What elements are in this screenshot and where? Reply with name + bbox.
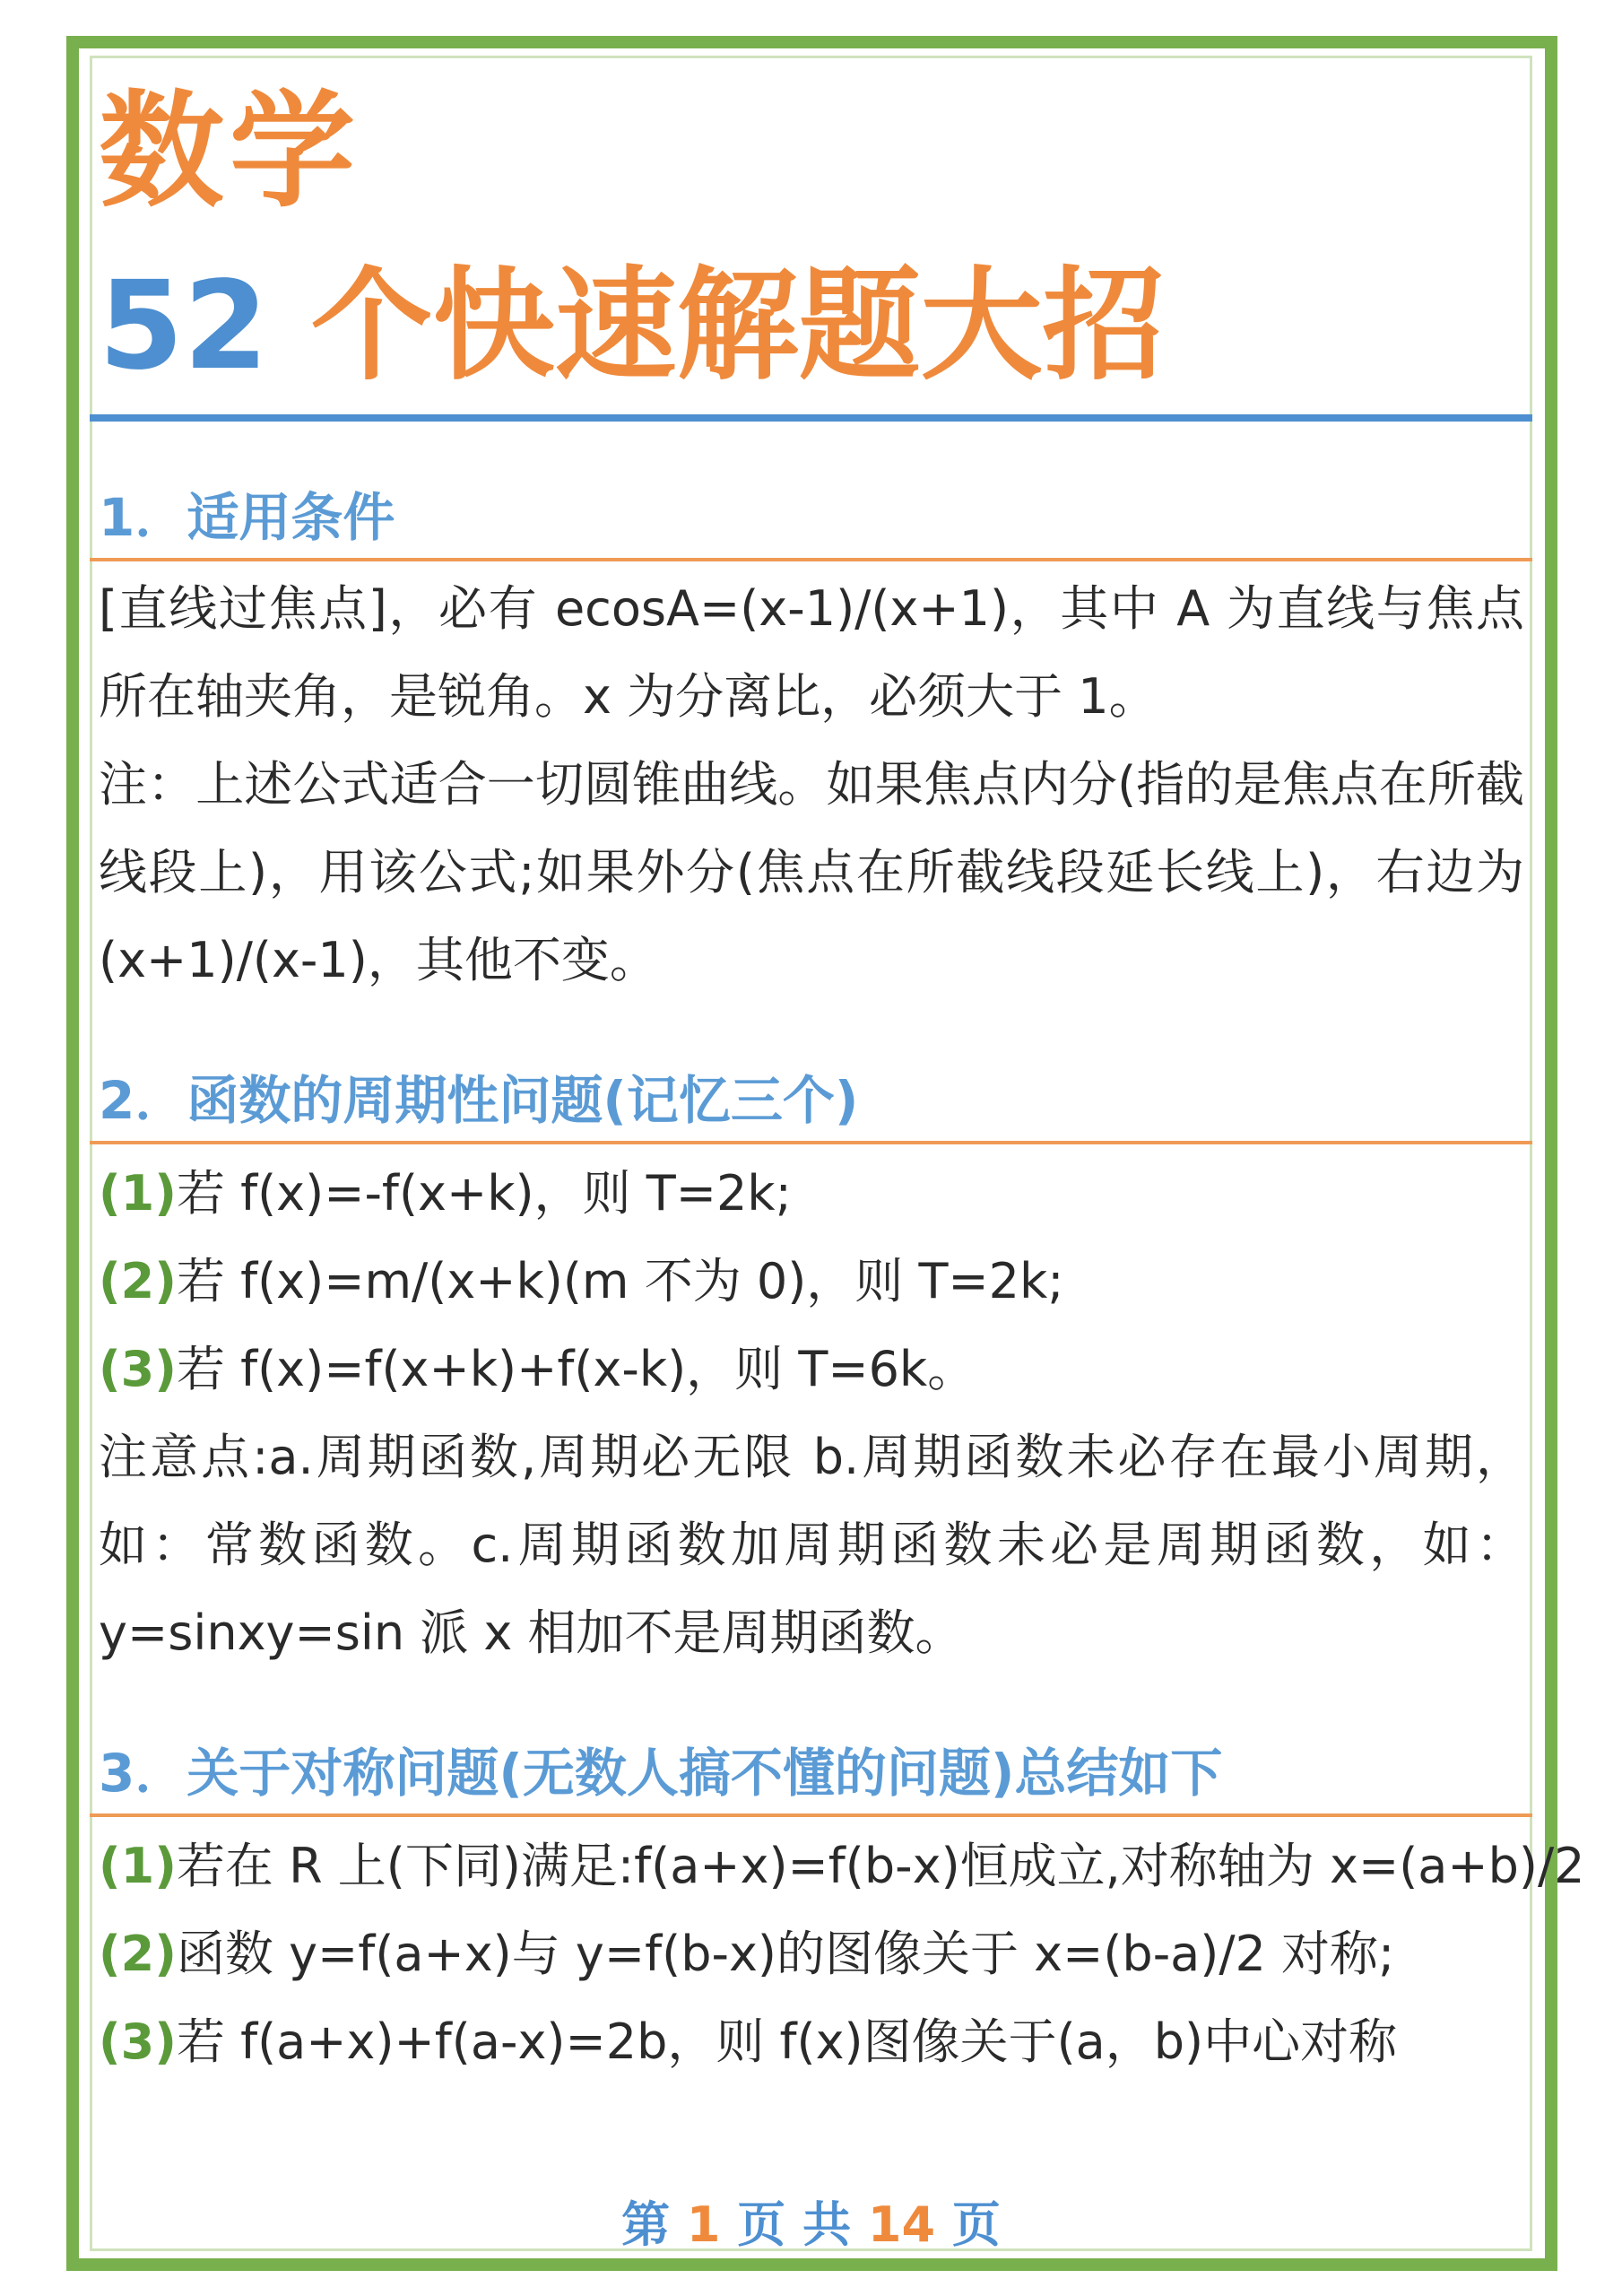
section-3-item-3 [99,1998,1533,2086]
item-marker: (3) [99,2013,177,2070]
footer-mid: 页 共 [737,2196,852,2253]
footer-total-pages: 14 [867,2196,936,2253]
section-1-paragraph-2: 注：上述公式适合一切圆锥曲线。如果焦点内分(指的是焦点在所截线段上)，用该公式;如果外分(焦点在所截线段延长线上)，右边为(x+1)/(x-1)，其他不变。 [99,756,1524,988]
title-main [99,256,1165,397]
title-text: 个快速解题大招 [310,256,1165,397]
footer-page-number: 1 [686,2196,721,2253]
title-number: 52 [99,256,269,397]
item-marker: (3) [99,1341,177,1397]
item-marker: (2) [99,1926,177,1982]
title-subject: 数学 [99,79,361,225]
section-3-divider [90,1813,1532,1817]
section-1-heading: 1．适用条件 [99,487,395,548]
item-text: 若 f(x)=m/(x+k)(m 不为 0)，则 T=2k; [176,1253,1064,1309]
footer-prefix: 第 [621,2196,671,2253]
section-3-item-2 [99,1910,1533,1998]
section-3-item-1 [99,1822,1585,1910]
section-1-divider [90,558,1532,561]
item-text: 若 f(x)=-f(x+k)，则 T=2k; [176,1165,792,1222]
item-marker: (1) [99,1165,177,1222]
item-text: 函数 y=f(a+x)与 y=f(b-x)的图像关于 x=(b-a)/2 对称; [176,1926,1395,1982]
section-2-divider [90,1141,1532,1144]
section-2-item-2 [99,1238,1533,1326]
section-2-item-1 [99,1150,1533,1238]
title-divider [90,414,1532,422]
item-marker: (2) [99,1253,177,1309]
section-3-heading: 3．关于对称问题(无数人搞不懂的问题)总结如下 [99,1743,1223,1804]
item-text: 若在 R 上(下同)满足:f(a+x)=f(b-x)恒成立,对称轴为 x=(a+b)/2 [176,1838,1585,1894]
section-1-paragraph-1: [直线过焦点]，必有 ecosA=(x-1)/(x+1)，其中 A 为直线与焦点所在轴夹角，是锐角。x 为分离比，必须大于 1。 [99,580,1524,725]
item-text: 若 f(x)=f(x+k)+f(x-k)，则 T=6k。 [176,1341,976,1397]
footer-suffix: 页 [951,2196,1001,2253]
item-marker: (1) [99,1838,177,1894]
item-text: 若 f(a+x)+f(a-x)=2b，则 f(x)图像关于(a，b)中心对称 [176,2013,1398,2070]
section-2-item-3 [99,1326,1533,1413]
page-footer [0,2187,1622,2256]
section-2-note: 注意点:a.周期函数,周期必无限 b.周期函数未必存在最小周期，如：常数函数。c.周期函数加周期函数未必是周期函数，如：y=sinxy=sin 派 x 相加不是周期函数。 [99,1429,1524,1661]
section-2-heading: 2．函数的周期性问题(记忆三个) [99,1070,859,1131]
